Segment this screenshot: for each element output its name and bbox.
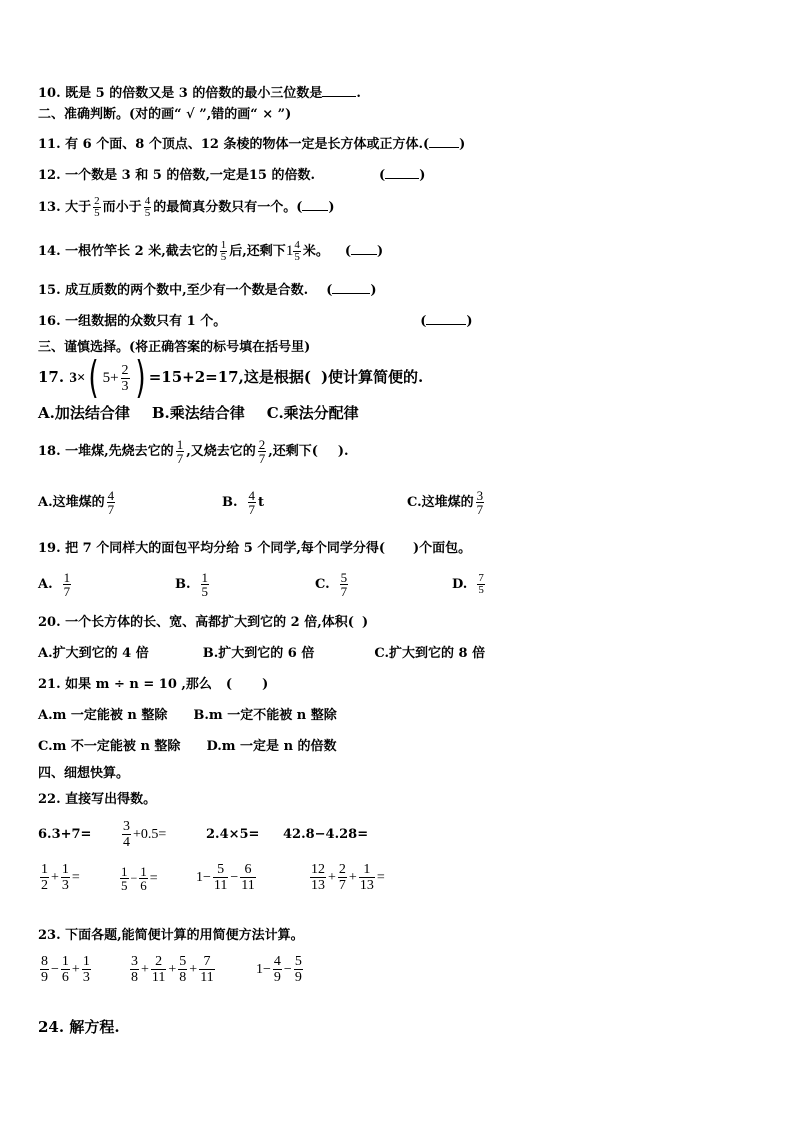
question-17: 17. 3×( 5+ $\frac{2}{3}$ ) =15+2=17,这是根据( )使计算简便的.	[38, 352, 424, 403]
expr-42-8-minus-4-28: 42.8−4.28=	[283, 827, 369, 842]
expr-sum-three-fractions: $\frac{12}{13}$ + $\frac{2}{7}$ + $\frac{1}{13}$ =	[311, 862, 385, 893]
option-d[interactable]: D.m 一定是 n 的倍数	[206, 739, 337, 754]
expr-fifth-minus-sixth: $\frac{1}{5}$ − $\frac{1}{6}$ =	[121, 864, 158, 893]
expr-three-quarters-plus-half: $\frac{3}{4}$ +0.5=	[123, 819, 167, 850]
option-b[interactable]: B.乘法结合律	[151, 404, 245, 422]
question-22: 22. 直接写出得数。	[38, 792, 157, 807]
fraction: $\frac{1}{3}$	[82, 954, 90, 985]
q18-option-c[interactable]: C.这堆煤的 $\frac{3}{7}$	[407, 488, 484, 517]
question-23: 23. 下面各题,能简便计算的用简便方法计算。	[38, 928, 304, 943]
question-18: 18. 一堆煤,先烧去它的 $\frac{1}{7}$ ,又烧去它的 $\frac{2}{7}$ ,还剩下( ).	[38, 437, 349, 466]
expr-23-b: $\frac{3}{8}$ + $\frac{2}{11}$ + $\frac{5}{8}$ + $\frac{7}{11}$	[131, 954, 214, 985]
fraction: $\frac{5}{7}$	[340, 570, 348, 599]
q19-option-b[interactable]: B. $\frac{1}{5}$	[175, 570, 209, 599]
expr-2-4-times-5: 2.4×5=	[206, 827, 260, 842]
expr-one-minus-fractions: 1− $\frac{5}{11}$ − $\frac{6}{11}$	[196, 862, 255, 893]
fraction: $\frac{5}{11}$	[213, 862, 228, 893]
q18-option-a[interactable]: A.这堆煤的 $\frac{4}{7}$	[38, 488, 115, 517]
fraction: $\frac{1}{6}$	[61, 954, 69, 985]
answer-blank[interactable]	[429, 135, 459, 148]
fraction: $\frac{1}{3}$	[61, 862, 69, 893]
fraction: $\frac{2}{11}$	[151, 954, 166, 985]
question-17-options	[38, 404, 359, 422]
fraction: $\frac{2}{5}$	[94, 195, 100, 219]
expr-23-a: $\frac{8}{9}$ − $\frac{1}{6}$ + $\frac{1}{3}$	[41, 954, 90, 985]
answer-blank[interactable]	[302, 198, 328, 211]
fraction: $\frac{4}{5}$	[144, 195, 151, 219]
expr-23-c: 1− $\frac{4}{9}$ − $\frac{5}{9}$	[256, 954, 302, 985]
fraction: $\frac{4}{7}$	[248, 488, 256, 517]
question-14: 14. 一根竹竿长 2 米,截去它的 $\frac{1}{5}$ 后,还剩下1 $\frac{4}{5}$ 米。 ( )	[38, 239, 384, 263]
option-a[interactable]: A.m 一定能被 n 整除	[38, 708, 168, 723]
question-19: 19. 把 7 个同样大的面包平均分给 5 个同学,每个同学分得( )个面包。	[38, 541, 472, 556]
option-a[interactable]: A.扩大到它的 4 倍	[38, 646, 149, 661]
question-12: 12. 一个数是 3 和 5 的倍数,一定是15 的倍数. ( )	[38, 168, 426, 183]
fraction: $\frac{2}{7}$	[338, 862, 346, 893]
option-b[interactable]: B.m 一定不能被 n 整除	[193, 708, 337, 723]
fraction: $\frac{7}{5}$	[478, 572, 484, 596]
fraction: $\frac{1}{2}$	[41, 862, 48, 893]
section-4-heading: 四、细想快算。	[38, 766, 130, 781]
fraction: $\frac{1}{6}$	[140, 864, 147, 893]
question-21-options-row2	[38, 738, 337, 756]
fraction: $\frac{4}{5}$	[294, 239, 300, 263]
answer-blank[interactable]	[385, 166, 419, 179]
fraction: $\frac{3}{4}$	[123, 819, 130, 850]
question-16: 16. 一组数据的众数只有 1 个。 ( )	[38, 314, 473, 329]
option-c[interactable]: C.扩大到它的 8 倍	[374, 646, 486, 661]
question-11: 11. 有 6 个面、8 个顶点、12 条棱的物体一定是长方体或正方体.( )	[38, 137, 466, 152]
answer-blank[interactable]	[322, 84, 356, 97]
question-15: 15. 成互质数的两个数中,至少有一个数是合数. ( )	[38, 283, 377, 298]
question-21-options-row1	[38, 707, 337, 725]
question-20: 20. 一个长方体的长、宽、高都扩大到它的 2 倍,体积( )	[38, 615, 369, 630]
question-10: 10. 既是 5 的倍数又是 3 的倍数的最小三位数是 .	[38, 86, 361, 101]
expr-half-plus-third: $\frac{1}{2}$ + $\frac{1}{3}$ =	[41, 862, 80, 893]
answer-blank[interactable]	[426, 312, 466, 325]
fraction: $\frac{6}{11}$	[241, 862, 255, 893]
fraction: $\frac{1}{5}$	[220, 239, 227, 263]
fraction: $\frac{8}{9}$	[41, 954, 48, 985]
fraction: $\frac{2}{3}$	[121, 362, 129, 394]
question-13: 13. 大于 $\frac{2}{5}$ 而小于 $\frac{4}{5}$ 的最简真分数只有一个。( )	[38, 195, 335, 219]
fraction: $\frac{1}{5}$	[201, 570, 209, 599]
fraction: $\frac{3}{7}$	[476, 488, 484, 517]
fraction: $\frac{1}{13}$	[359, 862, 374, 893]
q19-option-a[interactable]: A. $\frac{1}{7}$	[38, 570, 71, 599]
section-2-heading: 二、准确判断。(对的画“ √ ”,错的画“ × ”)	[38, 107, 292, 122]
question-21: 21. 如果 m ÷ n = 10 ,那么 ( )	[38, 677, 269, 692]
q19-option-d[interactable]: D. $\frac{7}{5}$	[452, 572, 484, 596]
q18-option-b[interactable]: B. $\frac{4}{7}$ t	[222, 488, 265, 517]
q19-option-c[interactable]: C. $\frac{5}{7}$	[315, 570, 348, 599]
option-c[interactable]: C.m 不一定能被 n 整除	[38, 739, 181, 754]
fraction: $\frac{4}{7}$	[107, 488, 115, 517]
question-20-options	[38, 645, 485, 663]
section-3-heading: 三、谨慎选择。(将正确答案的标号填在括号里)	[38, 340, 311, 355]
answer-blank[interactable]	[351, 242, 377, 255]
expr-6-3-plus-7: 6.3+7=	[38, 827, 92, 842]
fraction: $\frac{5}{9}$	[294, 954, 302, 985]
question-24: 24. 解方程.	[38, 1018, 120, 1036]
fraction: $\frac{1}{7}$	[176, 437, 184, 466]
fraction: $\frac{5}{8}$	[179, 954, 187, 985]
option-a[interactable]: A.加法结合律	[38, 404, 130, 422]
answer-blank[interactable]	[332, 281, 370, 294]
fraction: $\frac{2}{7}$	[258, 437, 266, 466]
fraction: $\frac{12}{13}$	[311, 862, 325, 893]
fraction: $\frac{1}{7}$	[63, 570, 71, 599]
fraction: $\frac{1}{5}$	[121, 864, 128, 893]
fraction: $\frac{7}{11}$	[200, 954, 214, 985]
fraction: $\frac{4}{9}$	[273, 954, 281, 985]
fraction: $\frac{3}{8}$	[131, 954, 138, 985]
option-c[interactable]: C.乘法分配律	[266, 404, 359, 422]
option-b[interactable]: B.扩大到它的 6 倍	[202, 646, 315, 661]
